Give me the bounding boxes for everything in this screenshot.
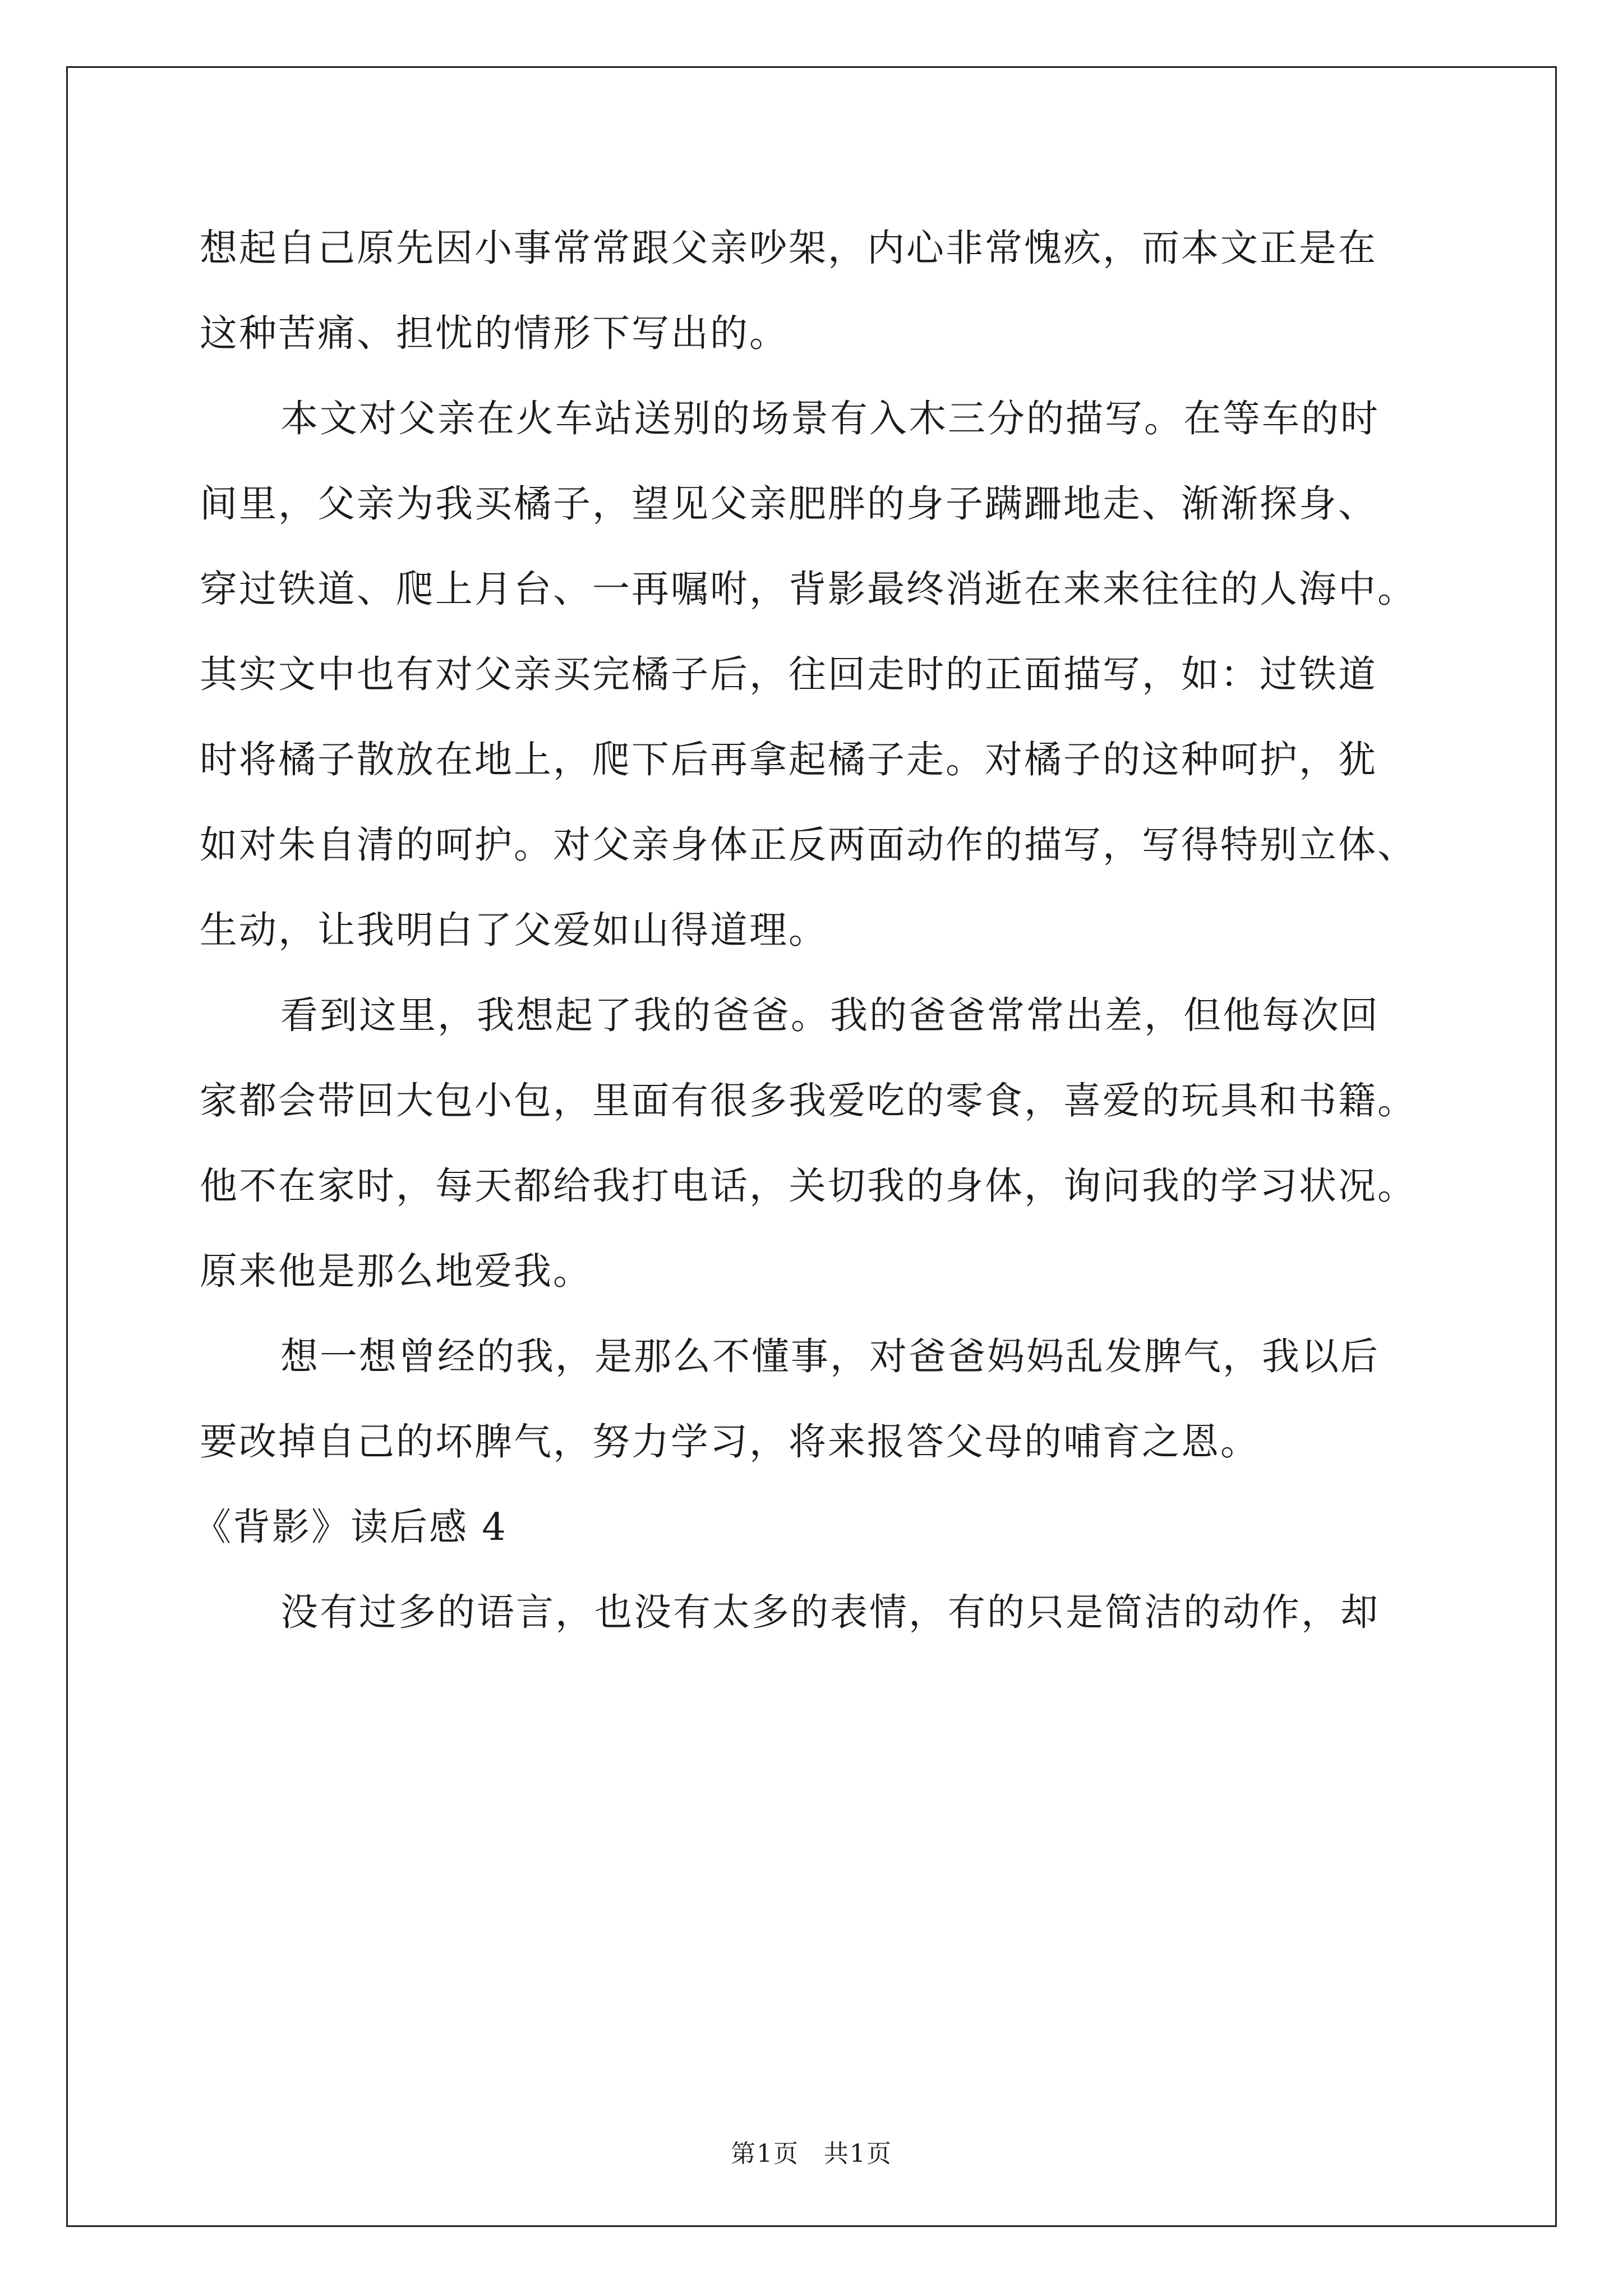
paragraph-5	[200, 1570, 1433, 1655]
text-line: 穿过铁道、爬上月台、一再嘱咐，背影最终消逝在来来往往的人海中。	[200, 567, 1417, 611]
paragraph-3	[200, 973, 1433, 1314]
text-line: 想起自己原先因小事常常跟父亲吵架，内心非常愧疚，而本文正是在	[200, 226, 1377, 270]
page-number: 第1页	[731, 2139, 799, 2168]
text-line: 间里，父亲为我买橘子，望见父亲肥胖的身子蹒跚地走、渐渐探身、	[200, 482, 1377, 526]
text-line: 本文对父亲在火车站送别的场景有入木三分的描写。在等车的时	[280, 397, 1380, 440]
text-line: 他不在家时，每天都给我打电话，关切我的身体，询问我的学习状况。	[200, 1164, 1417, 1208]
text-line: 原来他是那么地爱我。	[200, 1249, 592, 1293]
text-line: 如对朱自清的呵护。对父亲身体正反两面动作的描写，写得特别立体、	[200, 823, 1417, 867]
section-heading: 《背影》读后感 4	[193, 1505, 508, 1549]
text-line: 要改掉自己的坏脾气，努力学习，将来报答父母的哺育之恩。	[200, 1420, 1260, 1464]
paragraph-1	[200, 205, 1433, 376]
text-line: 时将橘子散放在地上，爬下后再拿起橘子走。对橘子的这种呵护，犹	[200, 738, 1377, 781]
text-line: 看到这里，我想起了我的爸爸。我的爸爸常常出差，但他每次回	[280, 993, 1380, 1037]
text-line: 家都会带回大包小包，里面有很多我爱吃的零食，喜爱的玩具和书籍。	[200, 1079, 1417, 1122]
text-line: 这种苦痛、担忧的情形下写出的。	[200, 311, 789, 355]
text-line: 想一想曾经的我，是那么不懂事，对爸爸妈妈乱发脾气，我以后	[280, 1335, 1380, 1378]
page-total: 共1页	[824, 2139, 892, 2168]
text-line: 生动，让我明白了父爱如山得道理。	[200, 908, 828, 952]
page-footer	[0, 2137, 1623, 2171]
paragraph-4	[200, 1314, 1433, 1484]
document-body	[193, 205, 1433, 1655]
text-line: 没有过多的语言，也没有太多的表情，有的只是简洁的动作，却	[280, 1590, 1380, 1634]
paragraph-2	[200, 376, 1433, 973]
text-line: 其实文中也有对父亲买完橘子后，往回走时的正面描写，如：过铁道	[200, 652, 1377, 696]
